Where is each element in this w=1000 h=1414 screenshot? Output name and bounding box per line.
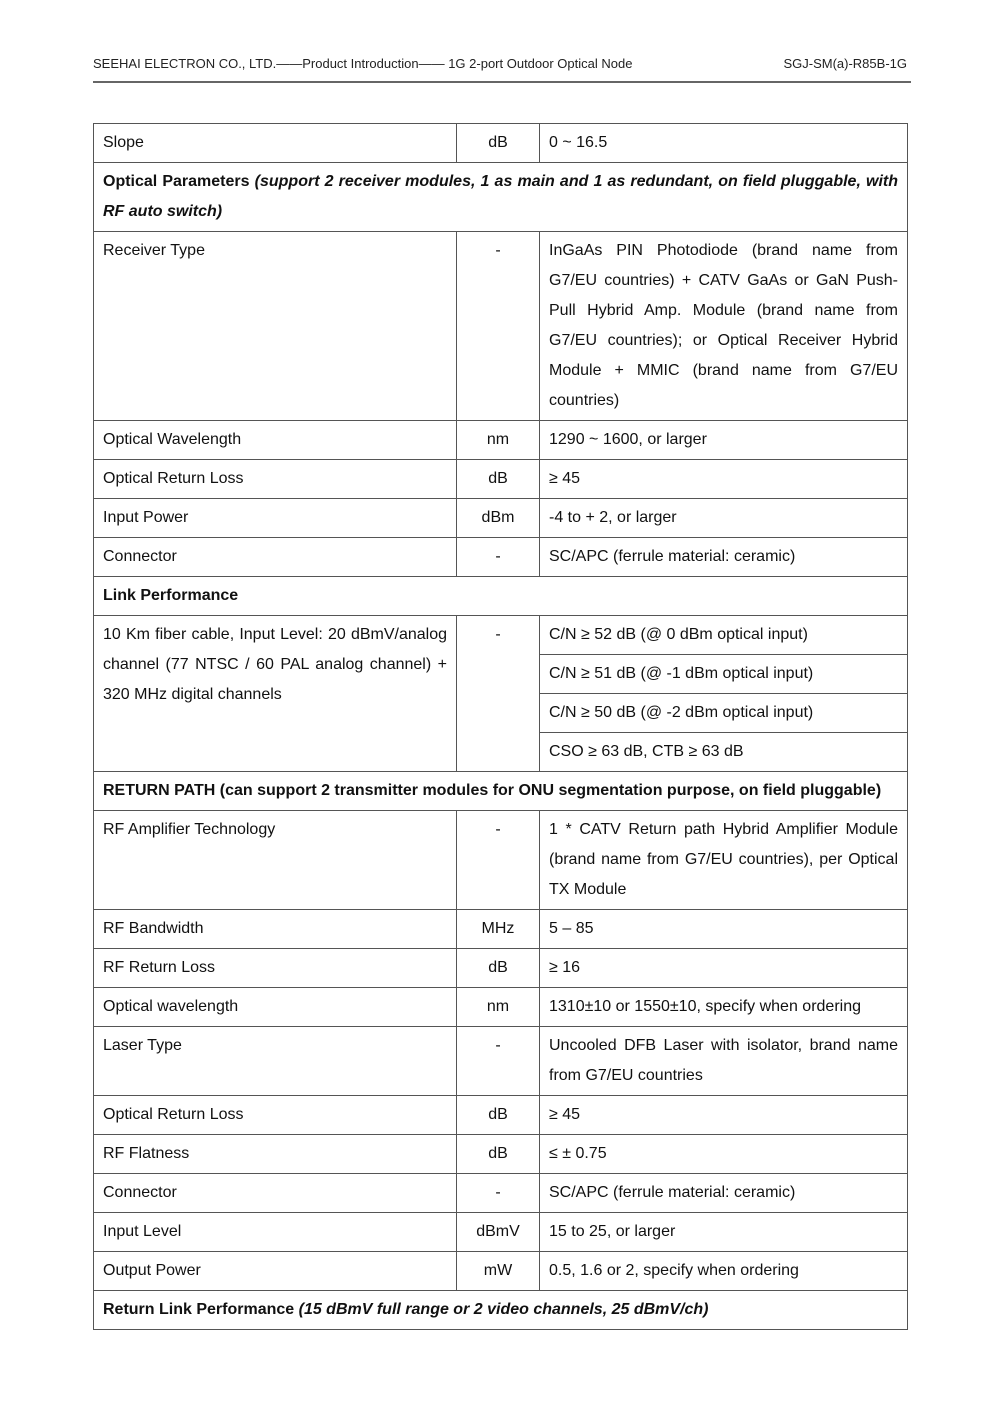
param-name: Optical Wavelength [94, 421, 457, 460]
section-header: Link Performance [94, 577, 908, 616]
param-value: ≥ 45 [540, 1096, 908, 1135]
param-name: Receiver Type [94, 232, 457, 421]
param-name: Output Power [94, 1252, 457, 1291]
section-row [94, 1291, 908, 1330]
param-value: 1310±10 or 1550±10, specify when ordering [540, 988, 908, 1027]
section-row [94, 772, 908, 811]
section-note: (can support 2 transmitter modules for ONU segmentation purpose, on field pluggable) [219, 782, 882, 799]
param-unit: - [457, 616, 540, 772]
param-name: Input Level [94, 1213, 457, 1252]
param-unit: dBmV [457, 1213, 540, 1252]
param-value: 0.5, 1.6 or 2, specify when ordering [540, 1252, 908, 1291]
param-value: ≤ ± 0.75 [540, 1135, 908, 1174]
param-name: Connector [94, 538, 457, 577]
param-value: C/N ≥ 50 dB (@ -2 dBm optical input) [540, 694, 908, 733]
param-value: Uncooled DFB Laser with isolator, brand name from G7/EU countries [540, 1027, 908, 1096]
table-row [94, 949, 908, 988]
param-unit: - [457, 538, 540, 577]
param-unit: dB [457, 460, 540, 499]
table-row [94, 1174, 908, 1213]
param-unit: dBm [457, 499, 540, 538]
param-name: 10 Km fiber cable, Input Level: 20 dBmV/analog channel (77 NTSC / 60 PAL analog channel) + 320 MHz digital channels [94, 616, 457, 772]
table-row [94, 460, 908, 499]
section-header [94, 1291, 908, 1330]
param-name: RF Flatness [94, 1135, 457, 1174]
param-value: CSO ≥ 63 dB, CTB ≥ 63 dB [540, 733, 908, 772]
param-value: -4 to + 2, or larger [540, 499, 908, 538]
param-unit: nm [457, 421, 540, 460]
table-row [94, 616, 908, 655]
table-row [94, 1252, 908, 1291]
table-row [94, 232, 908, 421]
table-row [94, 421, 908, 460]
section-title: Optical Parameters [103, 173, 250, 190]
param-unit: nm [457, 988, 540, 1027]
section-note: (15 dBmV full range or 2 video channels, 25 dBmV/ch) [298, 1301, 709, 1318]
param-value: 5 – 85 [540, 910, 908, 949]
param-name: RF Return Loss [94, 949, 457, 988]
param-name: Input Power [94, 499, 457, 538]
param-name: Connector [94, 1174, 457, 1213]
param-value: ≥ 16 [540, 949, 908, 988]
param-name: Optical Return Loss [94, 460, 457, 499]
table-row [94, 910, 908, 949]
param-name: Laser Type [94, 1027, 457, 1096]
param-name: Optical wavelength [94, 988, 457, 1027]
param-name: RF Amplifier Technology [94, 811, 457, 910]
param-unit: MHz [457, 910, 540, 949]
section-header [94, 163, 908, 232]
param-unit: dB [457, 1135, 540, 1174]
param-unit: - [457, 1174, 540, 1213]
param-unit: - [457, 232, 540, 421]
param-value: SC/APC (ferrule material: ceramic) [540, 538, 908, 577]
param-unit: - [457, 811, 540, 910]
param-value: C/N ≥ 51 dB (@ -1 dBm optical input) [540, 655, 908, 694]
param-name: Slope [94, 124, 457, 163]
param-value: ≥ 45 [540, 460, 908, 499]
table-row [94, 811, 908, 910]
param-value: InGaAs PIN Photodiode (brand name from G7/EU countries) + CATV GaAs or GaN Push-Pull Hybrid Amp. Module (brand name from G7/EU countries); or Optical Receiver Hybrid Module + MMIC (brand name from G7/EU countries) [540, 232, 908, 421]
param-value: C/N ≥ 52 dB (@ 0 dBm optical input) [540, 616, 908, 655]
table-row [94, 1096, 908, 1135]
param-unit: - [457, 1027, 540, 1096]
param-value: 0 ~ 16.5 [540, 124, 908, 163]
param-value: 1 * CATV Return path Hybrid Amplifier Module (brand name from G7/EU countries), per Optical TX Module [540, 811, 908, 910]
table-row [94, 538, 908, 577]
table-row [94, 1213, 908, 1252]
table-row [94, 1027, 908, 1096]
header-title: SEEHAI ELECTRON CO., LTD.——Product Introduction—— 1G 2-port Outdoor Optical Node [93, 56, 633, 71]
section-row [94, 577, 908, 616]
section-title: Return Link Performance [103, 1301, 295, 1318]
table-row [94, 988, 908, 1027]
section-note: (support 2 receiver modules, 1 as main and 1 as redundant, on field pluggable, with RF auto switch) [103, 173, 898, 220]
param-value: SC/APC (ferrule material: ceramic) [540, 1174, 908, 1213]
param-unit: dB [457, 949, 540, 988]
section-header [94, 772, 908, 811]
param-unit: dB [457, 1096, 540, 1135]
param-unit: dB [457, 124, 540, 163]
section-row [94, 163, 908, 232]
table-row [94, 499, 908, 538]
param-value: 1290 ~ 1600, or larger [540, 421, 908, 460]
spec-table [93, 123, 908, 1330]
table-row [94, 1135, 908, 1174]
section-title: RETURN PATH [103, 782, 216, 799]
header-divider [93, 81, 911, 83]
param-name: RF Bandwidth [94, 910, 457, 949]
table-row [94, 124, 908, 163]
param-unit: mW [457, 1252, 540, 1291]
page-header [93, 56, 907, 71]
param-name: Optical Return Loss [94, 1096, 457, 1135]
header-model: SGJ-SM(a)-R85B-1G [783, 56, 907, 71]
param-value: 15 to 25, or larger [540, 1213, 908, 1252]
